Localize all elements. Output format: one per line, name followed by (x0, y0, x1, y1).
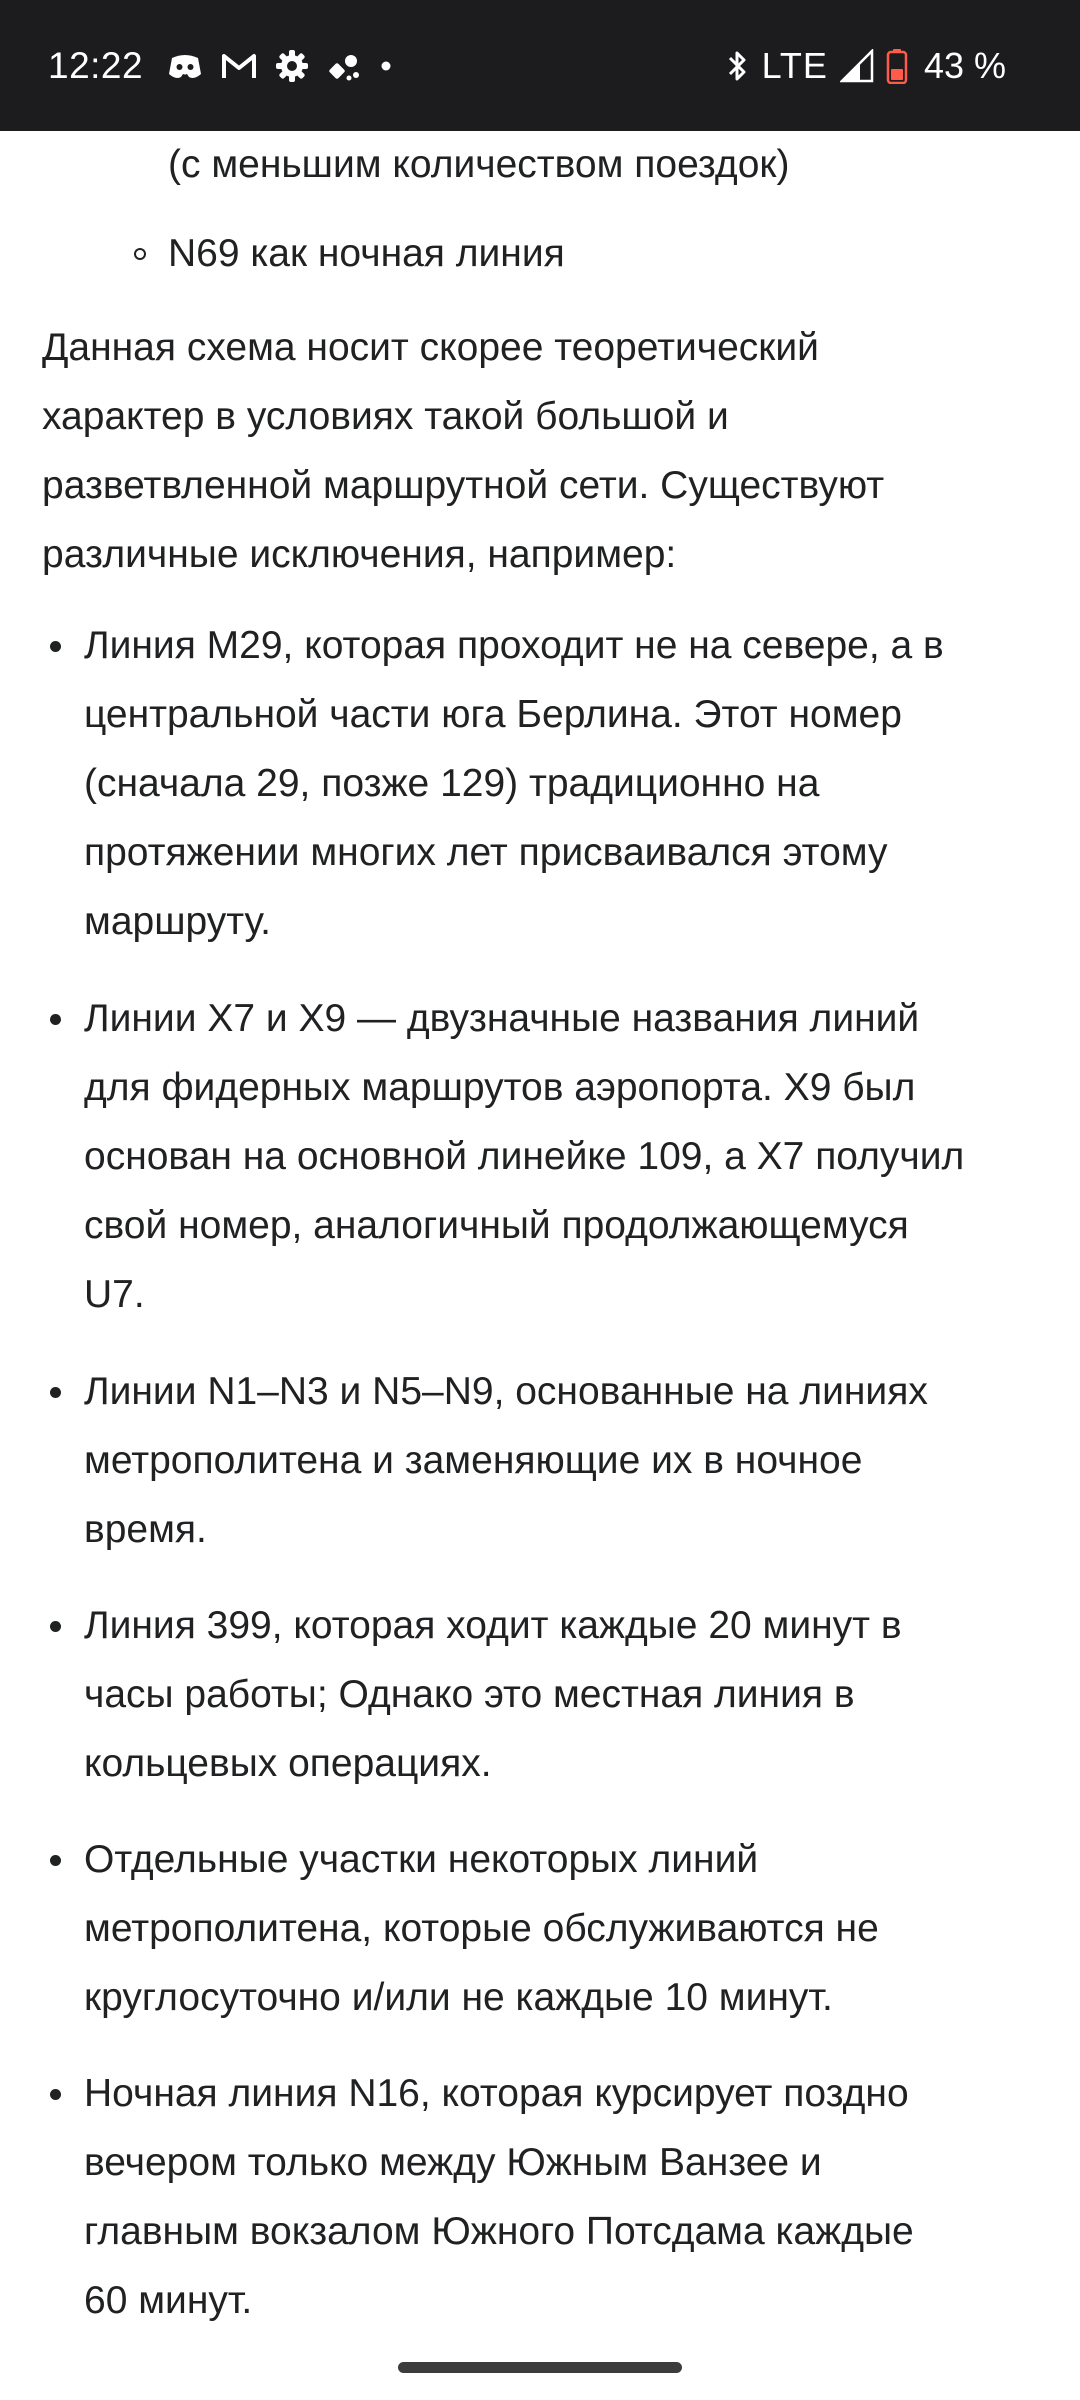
list-item-line: (сначала 29, позже 129) традиционно на (84, 762, 820, 805)
bullet-marker (50, 1621, 61, 1632)
list-item-line: Отдельные участки некоторых линий (84, 1838, 759, 1881)
battery-low-icon (886, 48, 908, 84)
list-item-line: основан на основной линейке 109, а X7 получил (84, 1135, 965, 1178)
list-item-line: часы работы; Однако это местная линия в (84, 1673, 855, 1716)
status-bar (0, 0, 1080, 131)
list-item-line: кольцевых операциях. (84, 1742, 492, 1785)
list-item-line: маршруту. (84, 900, 271, 943)
more-notifications-dot-icon (379, 59, 393, 73)
list-item-line: центральной части юга Берлина. Этот номер (84, 693, 902, 736)
sub-item-continuation: (с меньшим количеством поездок) (168, 143, 790, 186)
list-item-line: метрополитена, которые обслуживаются не (84, 1907, 879, 1950)
sub-bullet-marker (134, 248, 146, 260)
settings-icon (275, 49, 309, 83)
system-status-icons (726, 44, 1006, 88)
list-item-line: круглосуточно и/или не каждые 10 минут. (84, 1976, 833, 2019)
list-item-line: свой номер, аналогичный продолжающемуся (84, 1204, 909, 1247)
paragraph-line: Данная схема носит скорее теоретический (42, 326, 819, 369)
paragraph-line: разветвленной маршрутной сети. Существуют (42, 464, 885, 507)
article-content (0, 131, 1080, 2400)
signal-icon (840, 49, 874, 83)
bullet-marker (50, 1014, 61, 1025)
list-item-line: Ночная линия N16, которая курсирует поздно (84, 2072, 909, 2115)
list-item-line: вечером только между Южным Ванзее и (84, 2141, 822, 2184)
list-item-line: протяжении многих лет присваивался этому (84, 831, 888, 874)
gmail-icon (221, 52, 257, 80)
bullet-marker (50, 2089, 61, 2100)
list-item-line: для фидерных маршрутов аэропорта. X9 был (84, 1066, 916, 1109)
sub-item-text: N69 как ночная линия (168, 232, 565, 275)
list-item-line: U7. (84, 1273, 145, 1316)
bullet-marker (50, 641, 61, 652)
list-item-line: Линия M29, которая проходит не на севере, а в (84, 624, 944, 667)
paragraph-line: характер в условиях такой большой и (42, 395, 729, 438)
status-time: 12:22 (48, 45, 144, 86)
bullet-marker (50, 1855, 61, 1866)
bullet-marker (50, 1387, 61, 1398)
bluetooth-icon (726, 48, 750, 84)
list-item-line: Линии X7 и X9 — двузначные названия линий (84, 997, 920, 1040)
list-item-line: 60 минут. (84, 2279, 253, 2322)
battery-percentage: 43 % (923, 45, 1006, 86)
list-item-line: метрополитена и заменяющие их в ночное (84, 1439, 863, 1482)
list-item-line: главным вокзалом Южного Потсдама каждые (84, 2210, 914, 2253)
list-item-line: Линия 399, которая ходит каждые 20 минут в (84, 1604, 902, 1647)
notification-icons (167, 44, 393, 88)
list-item-line: время. (84, 1508, 207, 1551)
app-icon (327, 49, 361, 83)
home-gesture-bar[interactable] (398, 2362, 682, 2373)
list-item-line: Линии N1–N3 и N5–N9, основанные на линиях (84, 1370, 928, 1413)
network-type: LTE (761, 45, 828, 86)
paragraph-line: различные исключения, например: (42, 533, 677, 576)
discord-icon (167, 52, 203, 80)
